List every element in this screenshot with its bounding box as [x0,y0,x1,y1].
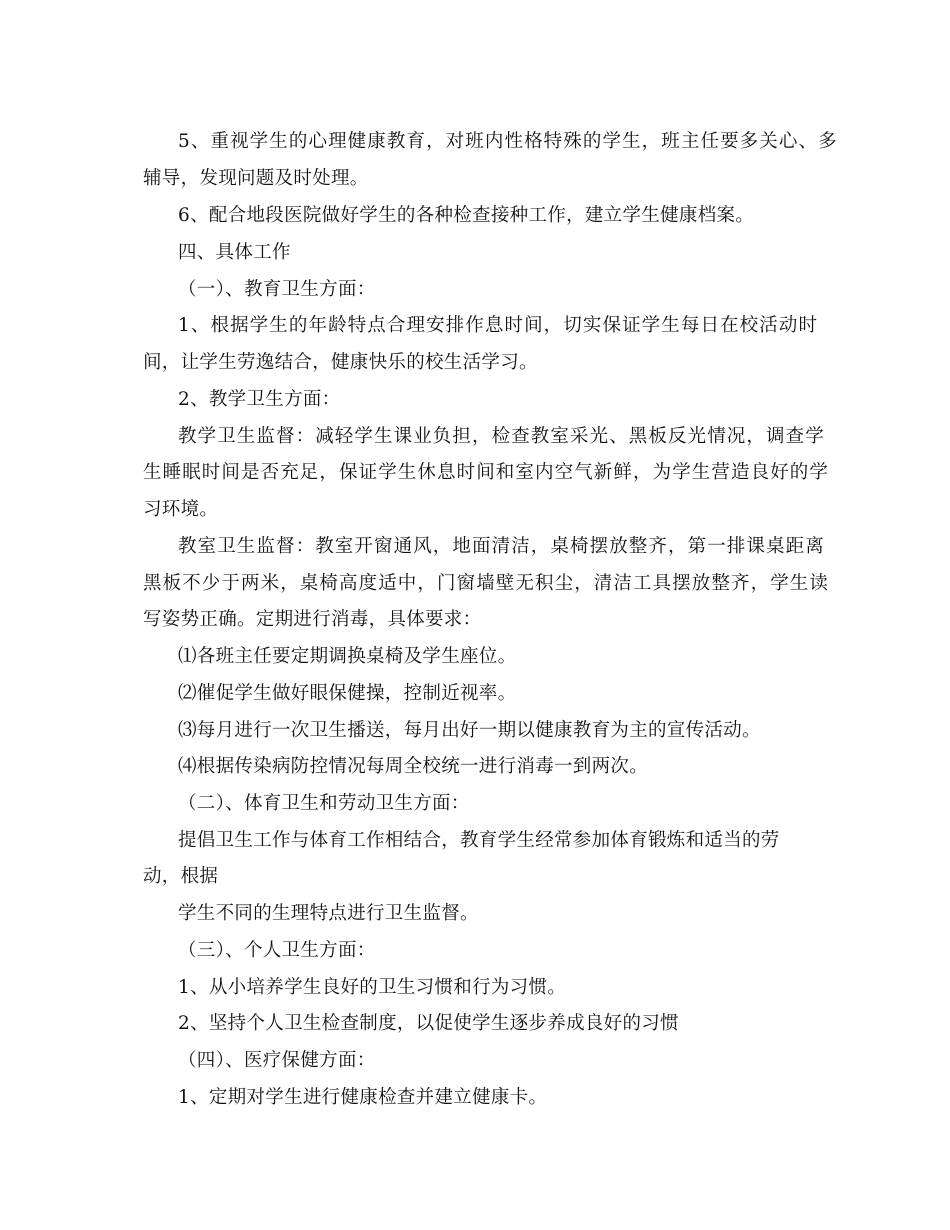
subsection-heading: （一）、教育卫生方面： [178,279,376,300]
paragraph-line: 写姿势正确。定期进行消毒，具体要求： [143,609,482,630]
paragraph-line: 学生不同的生理特点进行卫生监督。 [178,903,479,924]
paragraph-line: 辅导，发现问题及时处理。 [143,168,369,189]
paragraph-line: 教室卫生监督：教室开窗通风，地面清洁，桌椅摆放整齐，第一排课桌距离 [178,536,825,557]
list-item: ⑶每月进行一次卫生播送，每月出好一期以健康教育为主的宣传活动。 [178,720,761,741]
subsection-heading: 2、教学卫生方面： [178,389,341,410]
subsection-heading: （三）、个人卫生方面： [178,940,376,961]
list-item: ⑴各班主任要定期调换桌椅及学生座位。 [178,646,517,667]
subsection-heading: （二）、体育卫生和劳动卫生方面： [178,793,470,814]
paragraph-line: 5、重视学生的心理健康教育，对班内性格特殊的学生，班主任要多关心、多 [178,131,838,152]
paragraph-line: 动，根据 [143,866,219,887]
paragraph-line: 1、从小培养学生良好的卫生习惯和行为习惯。 [178,977,567,998]
paragraph-line: 教学卫生监督：减轻学生课业负担，检查教室采光、黑板反光情况，调查学 [178,426,825,447]
paragraph-line: 间，让学生劳逸结合，健康快乐的校生活学习。 [143,352,538,373]
paragraph-line: 习环境。 [143,499,219,520]
section-heading: 四、具体工作 [178,242,291,263]
paragraph-line: 2、坚持个人卫生检查制度，以促使学生逐步养成良好的习惯 [178,1013,679,1034]
paragraph-line: 1、定期对学生进行健康检查并建立健康卡。 [178,1087,548,1108]
paragraph-line: 6、配合地段医院做好学生的各种检查接种工作，建立学生健康档案。 [178,205,755,226]
paragraph-line: 黑板不少于两米，桌椅高度适中，门窗墙壁无积尘，清洁工具摆放整齐，学生读 [143,573,830,594]
paragraph-line: 提倡卫生工作与体育工作相结合，教育学生经常参加体育锻炼和适当的劳 [178,830,780,851]
paragraph-line: 1、根据学生的年龄特点合理安排作息时间，切实保证学生每日在校活动时 [178,315,819,336]
subsection-heading: （四）、医疗保健方面： [178,1050,376,1071]
list-item: ⑵催促学生做好眼保健操，控制近视率。 [178,683,517,704]
paragraph-line: 生睡眠时间是否充足，保证学生休息时间和室内空气新鲜，为学生营造良好的学 [143,462,830,483]
list-item: ⑷根据传染病防控情况每周全校统一进行消毒一到两次。 [178,756,649,777]
